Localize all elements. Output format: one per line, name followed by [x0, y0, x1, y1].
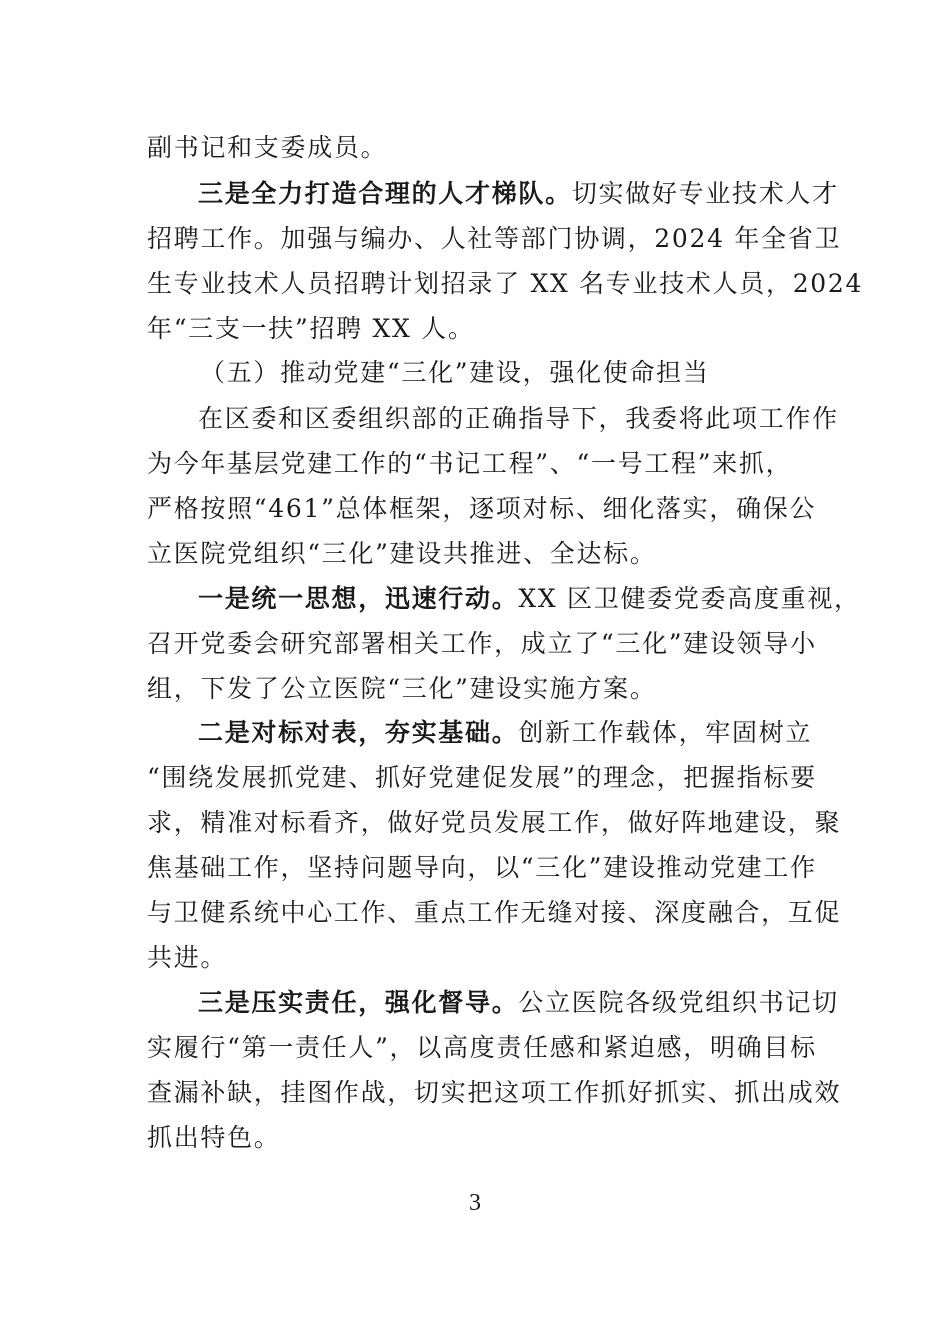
- bold-lead: 三是压实责任，强化督导。: [198, 988, 519, 1017]
- line-text: 在区委和区委组织部的正确指导下，我委将此项工作作: [198, 404, 839, 433]
- bold-lead: 三是全力打造合理的人才梯队。: [198, 179, 572, 208]
- paragraph-line: [147, 806, 841, 840]
- bold-lead: 二是对标对表，夯实基础。: [198, 718, 519, 747]
- line-text: 创新工作载体，牢固树立: [518, 718, 813, 747]
- paragraph-line: [147, 627, 817, 661]
- line-text: 年“三支一扶”招聘 XX 人。: [147, 314, 475, 343]
- paragraph-line: [198, 582, 861, 616]
- line-text: 招聘工作。加强与编办、人社等部门协调，2024 年全省卫: [147, 224, 842, 253]
- section-heading: [200, 356, 710, 390]
- paragraph-line: [198, 716, 812, 750]
- paragraph-line: [147, 761, 817, 795]
- page-number: 3: [469, 1190, 481, 1216]
- line-text: 公立医院各级党组织书记切: [518, 988, 839, 1017]
- line-text: 求，精准对标看齐，做好党员发展工作，做好阵地建设，聚: [147, 808, 842, 837]
- line-text: XX 区卫健委党委高度重视，: [518, 584, 861, 613]
- paragraph-line: [147, 1076, 841, 1110]
- paragraph-line: [147, 537, 657, 571]
- paragraph-line: [147, 222, 841, 256]
- line-text: 抓出特色。: [147, 1123, 281, 1152]
- paragraph-line: [198, 986, 839, 1020]
- paragraph-line: [147, 1031, 817, 1065]
- line-text: “围绕发展抓党建、抓好党建促发展”的理念，把握指标要: [147, 763, 817, 792]
- line-text: 实履行“第一责任人”，以高度责任感和紧迫感，明确目标: [147, 1033, 817, 1062]
- paragraph-line: [147, 447, 792, 481]
- line-text: 与卫健系统中心工作、重点工作无缝对接、深度融合，互促: [147, 898, 842, 927]
- line-text: 为今年基层党建工作的“书记工程”、“一号工程”来抓，: [147, 449, 793, 478]
- line-text: 召开党委会研究部署相关工作，成立了“三化”建设领导小: [147, 629, 817, 658]
- paragraph-line: [198, 402, 839, 436]
- heading-text: （五）推动党建“三化”建设，强化使命担当: [200, 358, 710, 387]
- line-text: 查漏补缺，挂图作战，切实把这项工作抓好抓实、抓出成效: [147, 1078, 842, 1107]
- paragraph-line: [147, 131, 387, 165]
- line-text: 组，下发了公立医院“三化”建设实施方案。: [147, 674, 657, 703]
- line-text: 副书记和支委成员。: [147, 133, 388, 162]
- line-text: 严格按照“461”总体框架，逐项对标、细化落实，确保公: [147, 494, 817, 523]
- line-text: 切实做好专业技术人才: [571, 179, 839, 208]
- paragraph-line: [147, 851, 817, 885]
- line-text: 立医院党组织“三化”建设共推进、全达标。: [147, 539, 657, 568]
- line-text: 焦基础工作，坚持问题导向，以“三化”建设推动党建工作: [147, 853, 817, 882]
- paragraph-line: [147, 492, 816, 526]
- line-text: 生专业技术人员招聘计划招录了 XX 名专业技术人员，2024: [147, 269, 864, 298]
- bold-lead: 一是统一思想，迅速行动。: [198, 584, 519, 613]
- paragraph-line: [147, 941, 227, 975]
- paragraph-line: [198, 177, 839, 211]
- paragraph-line: [147, 896, 841, 930]
- paragraph-line: [147, 312, 475, 346]
- paragraph-line: [147, 1121, 281, 1155]
- line-text: 共进。: [147, 943, 228, 972]
- paragraph-line: [147, 267, 863, 301]
- paragraph-line: [147, 672, 657, 706]
